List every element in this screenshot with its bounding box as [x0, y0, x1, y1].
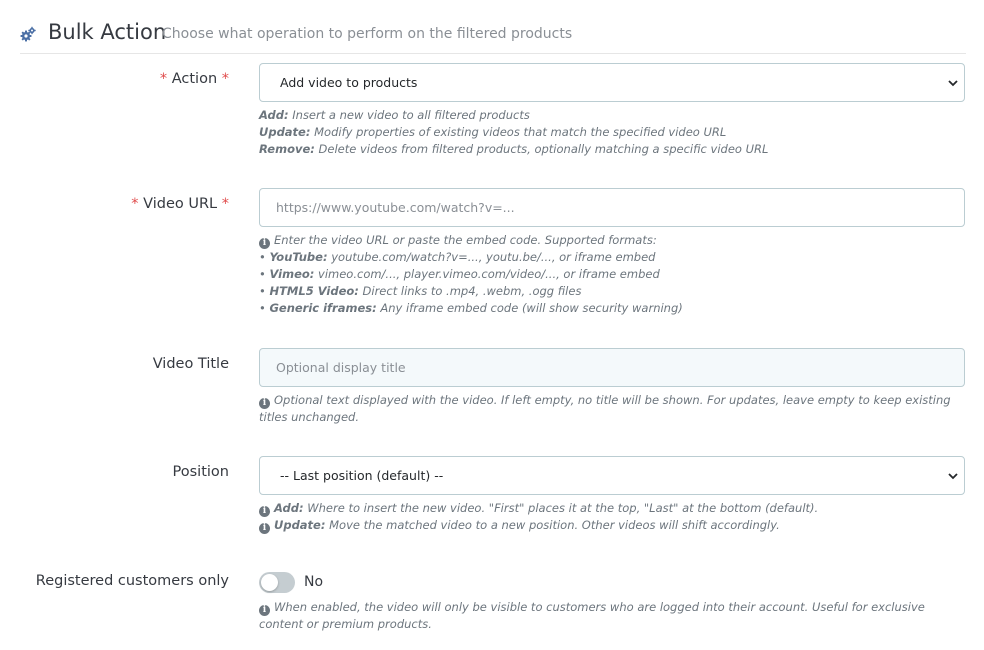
help-line: i Add: Where to insert the new video. "First" places it at the top, "Last" at the bottom (default). [259, 500, 965, 517]
action-select[interactable] [259, 63, 965, 102]
position-label: Position [172, 464, 229, 480]
chevron-down-icon [948, 471, 958, 481]
help-line: i Update: Move the matched video to a new position. Other videos will shift accordingly. [259, 517, 965, 534]
info-circle-icon: i [259, 523, 270, 534]
position-select-value: -- Last position (default) -- [280, 468, 444, 483]
chevron-down-icon [948, 78, 958, 88]
page-subtitle: Choose what operation to perform on the filtered products [162, 26, 573, 42]
format-item: • Generic iframes: Any iframe embed code (will show security warning) [259, 301, 683, 315]
video-url-help [259, 232, 965, 317]
registered-label: Registered customers only [35, 573, 229, 589]
action-select-value: Add video to products [280, 75, 418, 90]
format-item: • HTML5 Video: Direct links to .mp4, .webm, .ogg files [259, 284, 582, 298]
panel-heading [20, 18, 966, 54]
registered-toggle[interactable] [259, 572, 295, 593]
page-title: Bulk Action [48, 20, 167, 44]
required-mark: * [221, 196, 229, 212]
info-circle-icon: i [259, 238, 270, 249]
info-circle-icon: i [259, 605, 270, 616]
required-mark: * [131, 196, 139, 212]
video-title-help: i Optional text displayed with the video. If left empty, no title will be shown. For updates, leave empty to keep existing titles unchanged. [259, 393, 951, 424]
format-item: • YouTube: youtube.com/watch?v=..., youtu.be/..., or iframe embed [259, 250, 656, 264]
action-help [259, 107, 965, 158]
video-title-placeholder: Optional display title [276, 360, 406, 375]
format-item: • Vimeo: vimeo.com/..., player.vimeo.com/video/..., or iframe embed [259, 267, 660, 281]
position-help [259, 500, 965, 534]
video-url-placeholder: https://www.youtube.com/watch?v=... [276, 200, 515, 215]
video-url-input[interactable] [259, 188, 965, 227]
help-line: Remove: Delete videos from filtered products, optionally matching a specific video URL [259, 142, 769, 156]
video-title-label: Video Title [152, 356, 229, 372]
help-line: Add: Insert a new video to all filtered products [259, 108, 530, 122]
info-circle-icon: i [259, 506, 270, 517]
toggle-knob [261, 574, 278, 591]
help-line: i Enter the video URL or paste the embed code. Supported formats: [259, 232, 965, 249]
video-url-label: * Video URL * [131, 196, 229, 212]
action-label: * Action * [159, 71, 229, 87]
required-mark: * [159, 71, 168, 87]
registered-toggle-state: No [304, 574, 324, 590]
position-select[interactable] [259, 456, 965, 495]
info-circle-icon: i [259, 398, 270, 409]
required-mark: * [221, 71, 229, 87]
registered-help: i When enabled, the video will only be visible to customers who are logged into their account. Useful for exclusive content or premium products. [259, 600, 925, 631]
video-title-input[interactable] [259, 348, 965, 387]
cogs-icon [20, 26, 36, 42]
help-line: Update: Modify properties of existing videos that match the specified video URL [259, 125, 727, 139]
